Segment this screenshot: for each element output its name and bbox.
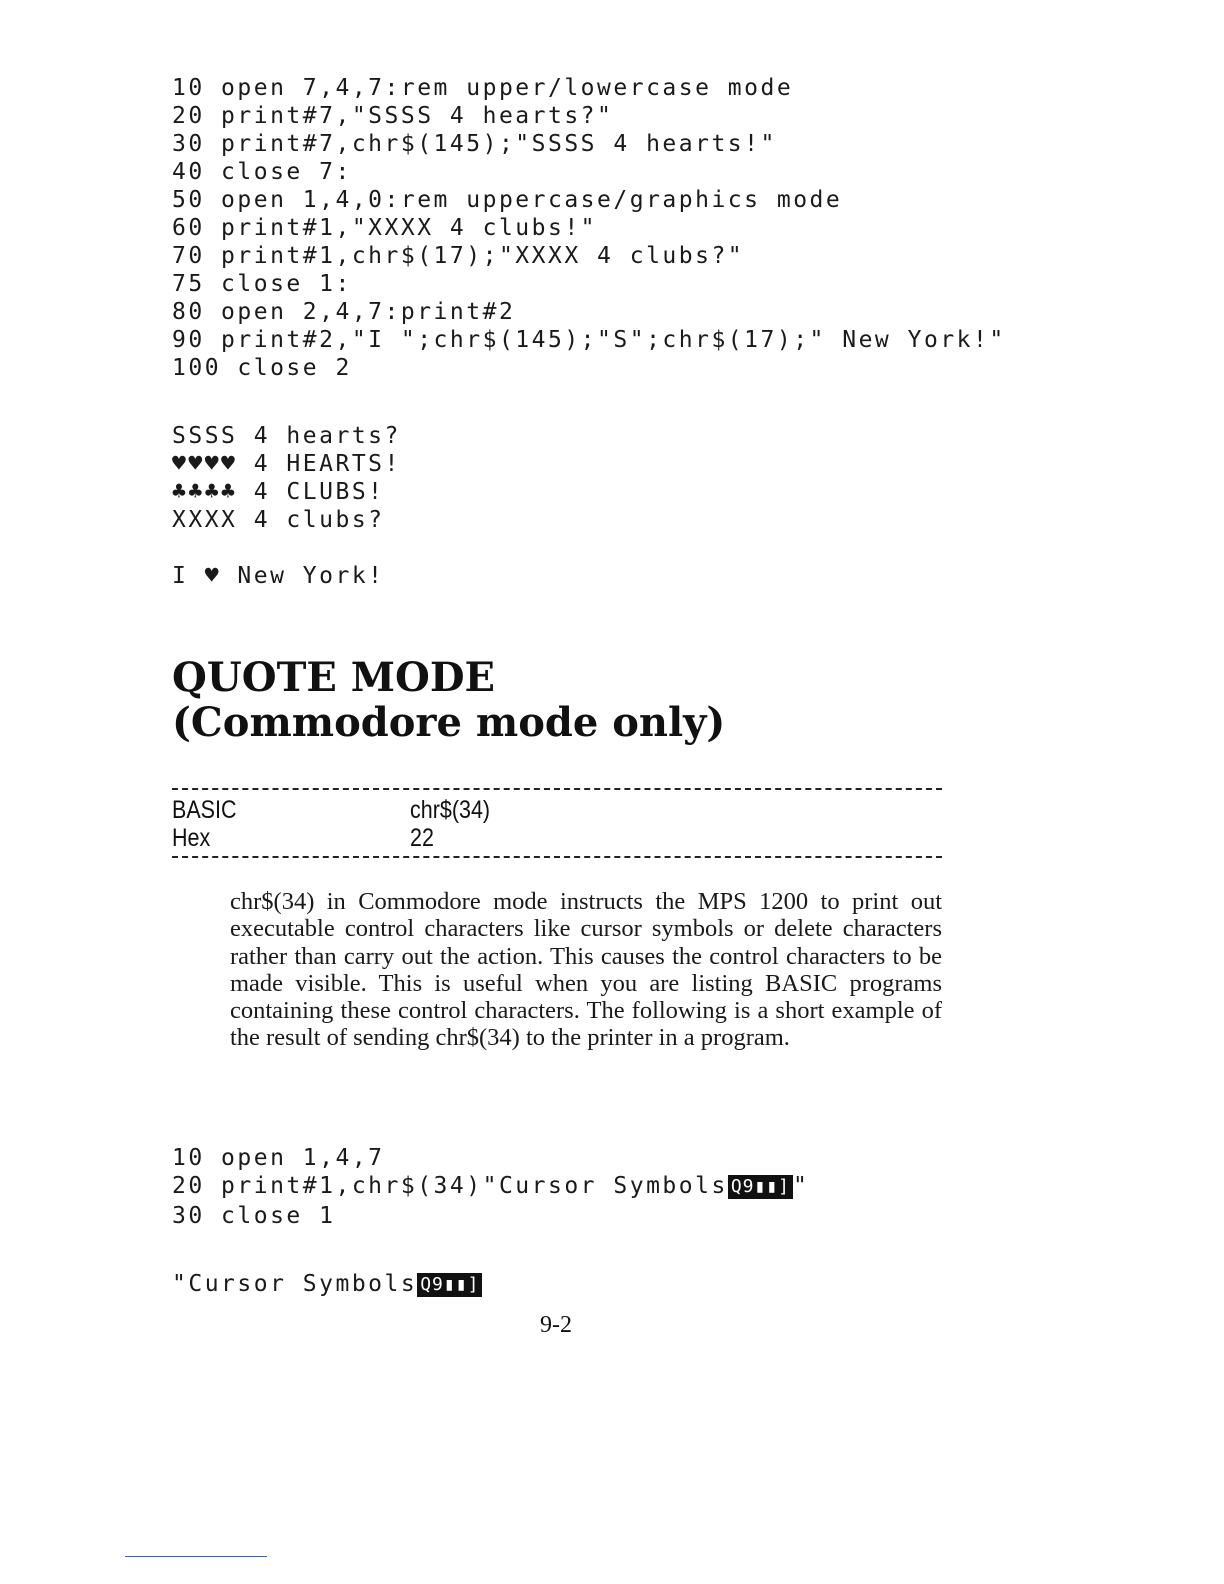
code-line: 75 close 1: [172,271,352,297]
code-line: 80 open 2,4,7:print#2 [172,299,516,325]
section-subtitle: (Commodore mode only) [172,699,726,746]
footnote-rule [125,1556,267,1557]
table-rule-bottom [172,856,942,858]
control-symbols: Q9▮▮] [417,1273,482,1297]
code-line: 30 print#7,chr$(145);"SSSS 4 hearts!" [172,131,777,157]
code-line: 50 open 1,4,0:rem uppercase/graphics mode [172,187,843,213]
basic-label: BASIC [172,796,237,824]
code-text: " [793,1173,810,1199]
code-line: 70 print#1,chr$(17);"XXXX 4 clubs?" [172,243,745,269]
output-text: "Cursor Symbols [172,1271,418,1297]
control-symbols: Q9▮▮] [728,1175,793,1199]
basic-value: chr$(34) [410,796,491,824]
output-line: I ♥ New York! [172,563,385,589]
code-line: 10 open 1,4,7 [172,1145,385,1171]
code-line: 100 close 2 [172,355,352,381]
output-line: XXXX 4 clubs? [172,507,385,533]
code-text: 20 print#1,chr$(34)"Cursor Symbols [172,1173,728,1199]
page-number: 9-2 [540,1312,572,1338]
code-line: 30 close 1 [172,1203,336,1229]
code-line [172,1172,809,1200]
code-line: 40 close 7: [172,159,352,185]
code-line: 20 print#7,"SSSS 4 hearts?" [172,103,614,129]
output-line: SSSS 4 hearts? [172,423,401,449]
description-paragraph: chr$(34) in Commodore mode instructs the MPS 1200 to print out executable control characters like cursor symbols or delete characters rather than carry out the action. This causes the control characters to be made visible. This is useful when you are listing BASIC programs containing these control characters. The following is a short example of the result of sending chr$(34) to the printer in a program. [230,888,942,1052]
code-line: 60 print#1,"XXXX 4 clubs!" [172,215,598,241]
section-title: QUOTE MODE [172,654,496,701]
code-line: 90 print#2,"I ";chr$(145);"S";chr$(17);" New York!" [172,327,1006,353]
hex-value: 22 [410,824,434,852]
output-line: ♣♣♣♣ 4 CLUBS! [172,479,385,505]
table-rule-top [172,788,942,790]
code-line: 10 open 7,4,7:rem upper/lowercase mode [172,75,794,101]
printer-output-3 [172,1270,482,1298]
output-line: ♥♥♥♥ 4 HEARTS! [172,451,401,477]
hex-label: Hex [172,824,211,852]
